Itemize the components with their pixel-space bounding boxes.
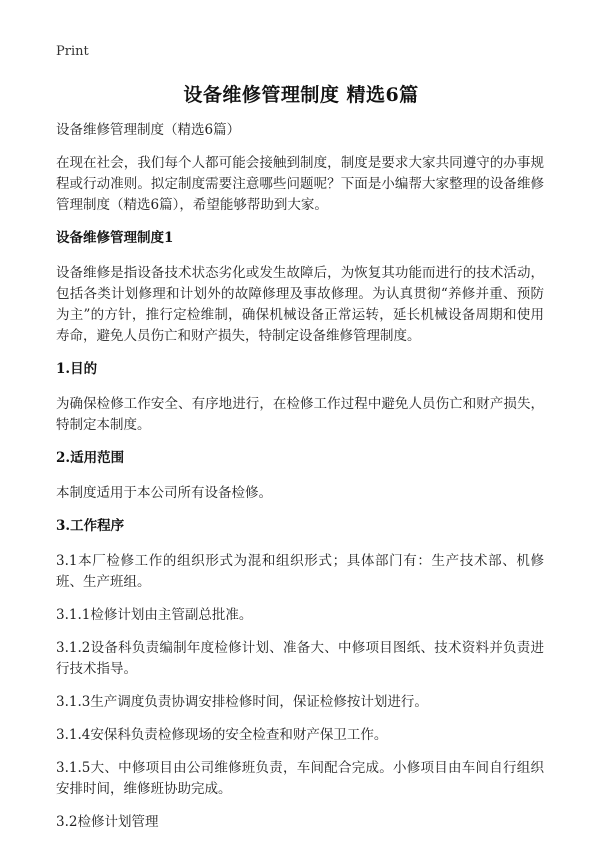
procedure-paragraph-3-1-5: 3.1.5大、中修项目由公司维修班负责，车间配合完成。小修项目由车间自行组织安排时间，维修班协助完成。 bbox=[56, 760, 544, 797]
document-content bbox=[56, 120, 544, 845]
document-title: 设备维修管理制度 精选6篇 bbox=[183, 84, 419, 106]
procedure-heading: 3.工作程序 bbox=[56, 518, 125, 534]
procedure-paragraph-3-1-1: 3.1.1检修计划由主管副总批准。 bbox=[56, 607, 253, 623]
scope-heading: 2.适用范围 bbox=[56, 450, 125, 466]
procedure-paragraph-3-2: 3.2检修计划管理 bbox=[56, 814, 159, 830]
goal-heading: 1.目的 bbox=[56, 361, 98, 377]
section-heading: 设备维修管理制度1 bbox=[56, 230, 174, 246]
procedure-paragraph-3-1-2: 3.1.2设备科负责编制年度检修计划、准备大、中修项目图纸、技术资料并负责进行技术指导。 bbox=[56, 640, 544, 677]
procedure-paragraph-3-1: 3.1本厂检修工作的组织形式为混和组织形式；具体部门有：生产技术部、机修班、生产班组。 bbox=[56, 553, 544, 590]
procedure-paragraph-3-1-3: 3.1.3生产调度负责协调安排检修时间，保证检修按计划进行。 bbox=[56, 694, 428, 710]
intro-paragraph: 在现在社会，我们每个人都可能会接触到制度，制度是要求大家共同遵守的办事规程或行动准则。拟定制度需要注意哪些问题呢？下面是小编帮大家整理的设备维修管理制度（精选6篇），希望能够帮助到大家。 bbox=[56, 155, 544, 213]
procedure-paragraph-3-1-4: 3.1.4安保科负责检修现场的安全检查和财产保卫工作。 bbox=[56, 727, 388, 743]
scope-paragraph: 本制度适用于本公司所有设备检修。 bbox=[56, 485, 272, 501]
section-paragraph: 设备维修是指设备技术状态劣化或发生故障后，为恢复其功能而进行的技术活动，包括各类计划修理和计划外的故障修理及事故修理。为认真贯彻“养修并重、预防为主”的方针，推行定检维制，确保机械设备正常运转，延长机械设备周期和使用寿命，避免人员伤亡和财产损失，特制定设备维修管理制度。 bbox=[56, 265, 544, 344]
print-label: Print bbox=[56, 44, 89, 59]
document-subtitle: 设备维修管理制度（精选6篇） bbox=[56, 122, 241, 138]
goal-paragraph: 为确保检修工作安全、有序地进行，在检修工作过程中避免人员伤亡和财产损失，特制定本制度。 bbox=[56, 396, 544, 433]
